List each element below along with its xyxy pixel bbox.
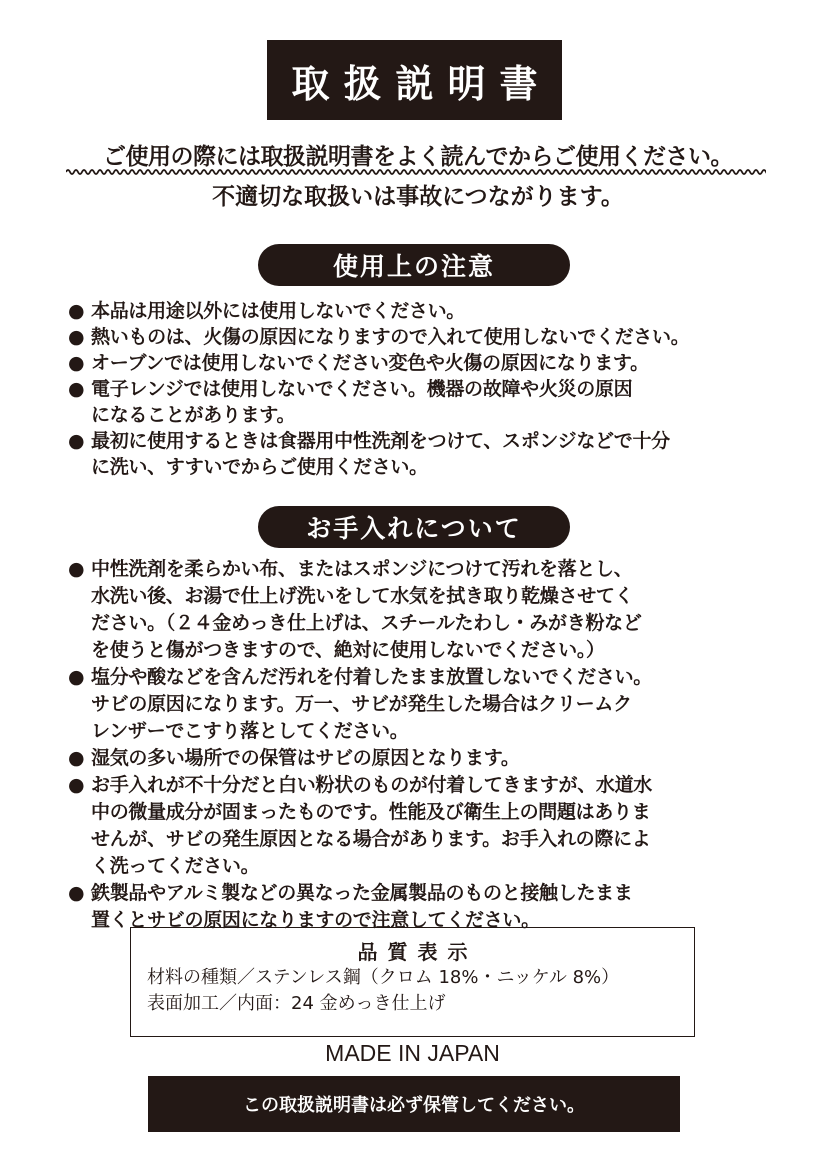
item-text: お手入れが不十分だと白い粉状のものが付着してきますが、水道水 中の微量成分が固まったものです。性能及び衛生上の問題はありま せんが、サビの発生原因となる場合があります。お手入れの際によ く洗ってください。	[91, 774, 653, 877]
bullet-icon: ●	[68, 352, 85, 374]
usage-precautions-list	[68, 298, 768, 480]
bullet-icon: ●	[68, 378, 85, 400]
section-heading-care: お手入れについて	[258, 506, 570, 548]
document-title: 取扱説明書	[267, 40, 562, 120]
list-item	[68, 324, 768, 350]
quality-material: 材料の種類／ステンレス鋼（クロム 18%・ニッケル 8%）	[147, 967, 620, 988]
list-item	[68, 745, 768, 772]
list-item	[68, 428, 768, 480]
bullet-icon: ●	[68, 300, 85, 322]
quality-finish: 表面加工／内面：24 金めっき仕上げ	[147, 993, 446, 1014]
list-item	[68, 350, 768, 376]
item-text: 鉄製品やアルミ製などの異なった金属製品のものと接触したまま 置くとサビの原因になりますので注意してください。	[91, 882, 633, 931]
quality-title: 品質表示	[357, 940, 478, 964]
list-item	[68, 556, 768, 664]
bullet-icon: ●	[68, 882, 85, 904]
bullet-icon: ●	[68, 326, 85, 348]
list-item	[68, 772, 768, 880]
item-text: 最初に使用するときは食器用中性洗剤をつけて、スポンジなどで十分 に洗い、すすいでからご使用ください。	[91, 430, 670, 478]
item-text: 電子レンジでは使用しないでください。機器の故障や火災の原因 になることがあります。	[91, 378, 633, 426]
bullet-icon: ●	[68, 430, 85, 452]
item-text: 熱いものは、火傷の原因になりますので入れて使用しないでください。	[91, 326, 690, 348]
footer-notice: この取扱説明書は必ず保管してください。	[148, 1076, 680, 1132]
bullet-icon: ●	[68, 774, 85, 796]
care-instructions-list	[68, 556, 768, 934]
list-item	[68, 664, 768, 745]
wavy-underline	[66, 168, 766, 176]
bullet-icon: ●	[68, 558, 85, 580]
item-text: オーブンでは使用しないでください変色や火傷の原因になります。	[91, 352, 649, 374]
item-text: 中性洗剤を柔らかい布、またはスポンジにつけて汚れを落とし、 水洗い後、お湯で仕上げ洗いをして水気を拭き取り乾燥させてく ださい。（２４金めっき仕上げは、スチールたわし・みがき粉など を使うと傷がつきますので、絶対に使用しないでください。）	[91, 558, 642, 661]
list-item	[68, 376, 768, 428]
intro-line-1: ご使用の際には取扱説明書をよく読んでからご使用ください。	[103, 144, 733, 170]
section-heading-usage: 使用上の注意	[258, 244, 570, 286]
intro-line-2: 不適切な取扱いは事故につながります。	[212, 184, 624, 210]
item-text: 塩分や酸などを含んだ汚れを付着したまま放置しないでください。 サビの原因になります。万一、サビが発生した場合はクリームク レンザーでこすり落としてください。	[91, 666, 653, 742]
list-item	[68, 880, 768, 934]
list-item	[68, 298, 768, 324]
made-in-label: MADE IN JAPAN	[325, 1040, 500, 1066]
quality-label-box	[130, 927, 695, 1037]
item-text: 本品は用途以外には使用しないでください。	[91, 300, 466, 322]
item-text: 湿気の多い場所での保管はサビの原因となります。	[91, 747, 520, 769]
bullet-icon: ●	[68, 747, 85, 769]
bullet-icon: ●	[68, 666, 85, 688]
